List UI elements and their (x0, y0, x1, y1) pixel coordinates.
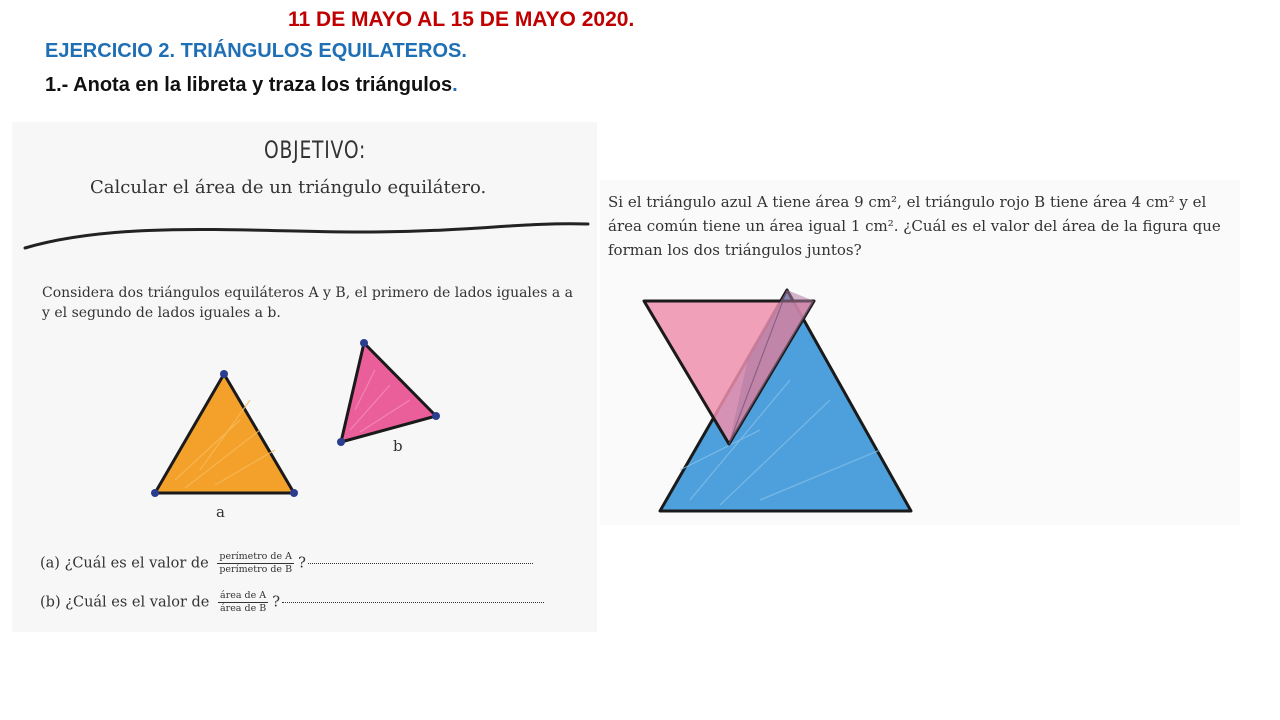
question-b-denominator: área de B (219, 603, 267, 614)
right-paragraph: Si el triángulo azul A tiene área 9 cm², el triángulo rojo B tiene área 4 cm² y el área común tiene un área igual 1 cm². ¿Cuál es el valor del área de la figura que forman los dos triángulos juntos? (608, 193, 1221, 259)
question-b-suffix: ? (272, 594, 280, 611)
instruction-end: . (452, 74, 458, 96)
question-a-suffix: ? (298, 555, 306, 572)
exercise-title: EJERCICIO 2. TRIÁNGULOS EQUILATEROS. (45, 40, 467, 62)
date-range-title: 11 DE MAYO AL 15 DE MAYO 2020. (288, 8, 635, 31)
triangle-b-label: b (393, 437, 403, 455)
question-a-denominator: perímetro de B (219, 564, 293, 575)
question-b-prefix: (b) ¿Cuál es el valor de (40, 594, 210, 611)
question-b-numerator: área de A (218, 590, 268, 603)
objective-text: Calcular el área de un triángulo equilátero. (90, 177, 487, 198)
left-paragraph: Considera dos triángulos equiláteros A y B, el primero de lados iguales a a y el segundo de lados iguales a b. (42, 285, 573, 321)
instruction-main: 1.- Anota en la libreta y traza los triángulos (45, 74, 453, 96)
question-a-numerator: perímetro de A (217, 551, 294, 564)
objective-label: OBJETIVO: (264, 136, 367, 164)
triangle-a-label: a (216, 503, 225, 521)
question-a-prefix: (a) ¿Cuál es el valor de (40, 555, 209, 572)
